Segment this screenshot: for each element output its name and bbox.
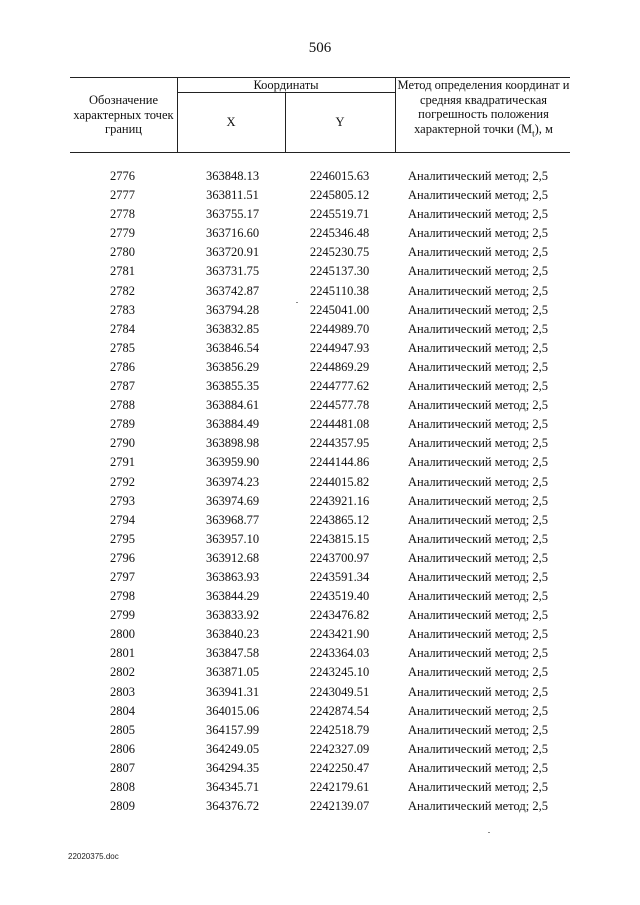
y-coordinate-cell: 2243921.16 bbox=[309, 493, 370, 508]
x-coordinate-cell: 363898.98 bbox=[205, 436, 260, 451]
table-row bbox=[70, 301, 570, 320]
point-id-cell: 2789 bbox=[110, 417, 135, 432]
table-row bbox=[70, 339, 570, 358]
table-row bbox=[70, 644, 570, 663]
y-coordinate-cell: 2243421.90 bbox=[309, 627, 370, 642]
point-id-cell: 2785 bbox=[110, 340, 135, 355]
y-coordinate-cell: 2245805.12 bbox=[309, 188, 370, 203]
y-coordinate-cell: 2243245.10 bbox=[309, 665, 370, 680]
x-coordinate-cell: 363855.35 bbox=[205, 379, 260, 394]
table-row bbox=[70, 320, 570, 339]
x-coordinate-cell: 363856.29 bbox=[205, 359, 260, 374]
header-coordinates: Координаты bbox=[253, 78, 319, 92]
x-coordinate-cell: 363912.68 bbox=[205, 550, 260, 565]
point-id-cell: 2802 bbox=[110, 665, 135, 680]
coordinates-table-body bbox=[70, 167, 570, 816]
point-id-cell: 2793 bbox=[110, 493, 135, 508]
method-cell: Аналитический метод; 2,5 bbox=[408, 569, 548, 584]
x-coordinate-cell: 364157.99 bbox=[205, 722, 260, 737]
method-cell: Аналитический метод; 2,5 bbox=[408, 684, 548, 699]
document-filename: 22020375.doc bbox=[68, 852, 119, 861]
method-cell: Аналитический метод; 2,5 bbox=[408, 760, 548, 775]
point-id-cell: 2798 bbox=[110, 589, 135, 604]
y-coordinate-cell: 2245110.38 bbox=[310, 283, 369, 298]
point-id-cell: 2804 bbox=[110, 703, 135, 718]
y-coordinate-cell: 2245230.75 bbox=[309, 245, 370, 260]
method-cell: Аналитический метод; 2,5 bbox=[408, 608, 548, 623]
x-coordinate-cell: 363794.28 bbox=[205, 302, 260, 317]
method-cell: Аналитический метод; 2,5 bbox=[408, 646, 548, 661]
y-coordinate-cell: 2243865.12 bbox=[309, 512, 370, 527]
header-method-unit: ), м bbox=[534, 121, 553, 136]
method-cell: Аналитический метод; 2,5 bbox=[408, 302, 548, 317]
y-coordinate-cell: 2242139.07 bbox=[309, 799, 370, 814]
point-id-cell: 2791 bbox=[110, 455, 135, 470]
method-cell: Аналитический метод; 2,5 bbox=[408, 359, 548, 374]
table-row bbox=[70, 721, 570, 740]
x-coordinate-cell: 363833.92 bbox=[205, 608, 260, 623]
table-row bbox=[70, 683, 570, 702]
y-coordinate-cell: 2243476.82 bbox=[309, 608, 370, 623]
header-method-text: Метод определения координат и средняя квадратическая погрешность положения характерной точки (M bbox=[397, 78, 570, 136]
x-coordinate-cell: 363840.23 bbox=[205, 627, 260, 642]
x-coordinate-cell: 363832.85 bbox=[205, 321, 260, 336]
method-cell: Аналитический метод; 2,5 bbox=[408, 589, 548, 604]
method-cell: Аналитический метод; 2,5 bbox=[408, 531, 548, 546]
method-cell: Аналитический метод; 2,5 bbox=[408, 321, 548, 336]
table-row bbox=[70, 797, 570, 816]
method-cell: Аналитический метод; 2,5 bbox=[408, 245, 548, 260]
x-coordinate-cell: 363941.31 bbox=[205, 684, 260, 699]
point-id-cell: 2809 bbox=[110, 799, 135, 814]
point-id-cell: 2776 bbox=[110, 169, 135, 183]
method-cell: Аналитический метод; 2,5 bbox=[408, 780, 548, 794]
header-method-subscript: t bbox=[532, 128, 535, 138]
method-cell: Аналитический метод; 2,5 bbox=[408, 474, 548, 489]
point-id-cell: 2807 bbox=[110, 760, 135, 775]
method-cell: Аналитический метод; 2,5 bbox=[408, 398, 548, 413]
y-coordinate-cell: 2243364.03 bbox=[309, 646, 370, 661]
header-x: X bbox=[226, 115, 236, 129]
scan-mark bbox=[488, 832, 490, 833]
table-row bbox=[70, 243, 570, 262]
point-id-cell: 2794 bbox=[110, 512, 135, 527]
y-coordinate-cell: 2243591.34 bbox=[309, 569, 370, 584]
table-row bbox=[70, 186, 570, 205]
table-row bbox=[70, 167, 570, 186]
point-id-cell: 2786 bbox=[110, 359, 135, 374]
y-coordinate-cell: 2242250.47 bbox=[309, 760, 370, 775]
x-coordinate-cell: 363846.54 bbox=[205, 340, 260, 355]
x-coordinate-cell: 363959.90 bbox=[205, 455, 260, 470]
method-cell: Аналитический метод; 2,5 bbox=[408, 169, 548, 183]
y-coordinate-cell: 2245041.00 bbox=[309, 302, 370, 317]
method-cell: Аналитический метод; 2,5 bbox=[408, 226, 548, 241]
point-id-cell: 2777 bbox=[110, 188, 135, 203]
x-coordinate-cell: 363957.10 bbox=[205, 531, 260, 546]
x-coordinate-cell: 364376.72 bbox=[205, 799, 260, 814]
header-bottom-rule bbox=[70, 152, 570, 153]
table-row bbox=[70, 358, 570, 377]
table-row bbox=[70, 778, 570, 797]
table-row bbox=[70, 377, 570, 396]
x-coordinate-cell: 363884.61 bbox=[205, 398, 260, 413]
x-coordinate-cell: 363848.13 bbox=[205, 169, 260, 183]
header-point-designation: Обозначение характерных точек границ bbox=[73, 93, 174, 136]
point-id-cell: 2787 bbox=[110, 379, 135, 394]
point-id-cell: 2801 bbox=[110, 646, 135, 661]
x-coordinate-cell: 363716.60 bbox=[205, 226, 260, 241]
y-coordinate-cell: 2242874.54 bbox=[309, 703, 370, 718]
y-coordinate-cell: 2244015.82 bbox=[309, 474, 370, 489]
header-y: Y bbox=[335, 115, 345, 129]
x-coordinate-cell: 363742.87 bbox=[205, 283, 260, 298]
x-coordinate-cell: 363968.77 bbox=[205, 512, 260, 527]
method-cell: Аналитический метод; 2,5 bbox=[408, 340, 548, 355]
y-coordinate-cell: 2244144.86 bbox=[309, 455, 370, 470]
table-row bbox=[70, 396, 570, 415]
y-coordinate-cell: 2243815.15 bbox=[309, 531, 370, 546]
table-row bbox=[70, 205, 570, 224]
method-cell: Аналитический метод; 2,5 bbox=[408, 207, 548, 222]
method-cell: Аналитический метод; 2,5 bbox=[408, 283, 548, 298]
table-row bbox=[70, 511, 570, 530]
x-coordinate-cell: 363811.51 bbox=[206, 188, 259, 203]
point-id-cell: 2792 bbox=[110, 474, 135, 489]
y-coordinate-cell: 2244777.62 bbox=[309, 379, 370, 394]
y-coordinate-cell: 2246015.63 bbox=[309, 169, 370, 183]
table-row bbox=[70, 606, 570, 625]
y-coordinate-cell: 2243700.97 bbox=[309, 550, 370, 565]
point-id-cell: 2803 bbox=[110, 684, 135, 699]
table-row bbox=[70, 740, 570, 759]
method-cell: Аналитический метод; 2,5 bbox=[408, 665, 548, 680]
page-number: 506 bbox=[308, 40, 332, 56]
method-cell: Аналитический метод; 2,5 bbox=[408, 436, 548, 451]
table-row bbox=[70, 434, 570, 453]
method-cell: Аналитический метод; 2,5 bbox=[408, 703, 548, 718]
y-coordinate-cell: 2242518.79 bbox=[309, 722, 370, 737]
point-id-cell: 2782 bbox=[110, 283, 135, 298]
method-cell: Аналитический метод; 2,5 bbox=[408, 512, 548, 527]
point-id-cell: 2797 bbox=[110, 569, 135, 584]
x-coordinate-cell: 363844.29 bbox=[205, 589, 260, 604]
x-coordinate-cell: 363884.49 bbox=[205, 417, 260, 432]
point-id-cell: 2790 bbox=[110, 436, 135, 451]
method-cell: Аналитический метод; 2,5 bbox=[408, 188, 548, 203]
x-coordinate-cell: 363847.58 bbox=[205, 646, 260, 661]
table-header bbox=[70, 77, 570, 153]
table-row bbox=[70, 473, 570, 492]
method-cell: Аналитический метод; 2,5 bbox=[408, 379, 548, 394]
x-coordinate-cell: 363731.75 bbox=[205, 264, 260, 279]
table-row bbox=[70, 282, 570, 301]
point-id-cell: 2781 bbox=[110, 264, 135, 279]
y-coordinate-cell: 2243519.40 bbox=[309, 589, 370, 604]
point-id-cell: 2780 bbox=[110, 245, 135, 260]
table-row bbox=[70, 453, 570, 472]
table-row bbox=[70, 224, 570, 243]
table-row bbox=[70, 415, 570, 434]
y-coordinate-cell: 2245346.48 bbox=[309, 226, 370, 241]
y-coordinate-cell: 2244947.93 bbox=[309, 340, 370, 355]
table-row bbox=[70, 702, 570, 721]
x-coordinate-cell: 364249.05 bbox=[205, 741, 260, 756]
point-id-cell: 2784 bbox=[110, 321, 135, 336]
point-id-cell: 2778 bbox=[110, 207, 135, 222]
method-cell: Аналитический метод; 2,5 bbox=[408, 799, 548, 814]
y-coordinate-cell: 2244481.08 bbox=[309, 417, 370, 432]
method-cell: Аналитический метод; 2,5 bbox=[408, 455, 548, 470]
y-coordinate-cell: 2245519.71 bbox=[309, 207, 370, 222]
point-id-cell: 2800 bbox=[110, 627, 135, 642]
x-coordinate-cell: 363974.69 bbox=[205, 493, 260, 508]
table-row bbox=[70, 492, 570, 511]
method-cell: Аналитический метод; 2,5 bbox=[408, 550, 548, 565]
point-id-cell: 2805 bbox=[110, 722, 135, 737]
header-method bbox=[397, 78, 570, 141]
point-id-cell: 2783 bbox=[110, 302, 135, 317]
point-id-cell: 2799 bbox=[110, 608, 135, 623]
x-coordinate-cell: 363871.05 bbox=[205, 665, 260, 680]
point-id-cell: 2795 bbox=[110, 531, 135, 546]
table-row bbox=[70, 663, 570, 682]
method-cell: Аналитический метод; 2,5 bbox=[408, 264, 548, 279]
method-cell: Аналитический метод; 2,5 bbox=[408, 417, 548, 432]
x-coordinate-cell: 363974.23 bbox=[205, 474, 260, 489]
table-row bbox=[70, 625, 570, 644]
method-cell: Аналитический метод; 2,5 bbox=[408, 722, 548, 737]
point-id-cell: 2788 bbox=[110, 398, 135, 413]
x-coordinate-cell: 363755.17 bbox=[205, 207, 260, 222]
method-cell: Аналитический метод; 2,5 bbox=[408, 627, 548, 642]
y-coordinate-cell: 2243049.51 bbox=[309, 684, 370, 699]
scan-mark bbox=[296, 302, 298, 303]
method-cell: Аналитический метод; 2,5 bbox=[408, 493, 548, 508]
x-coordinate-cell: 364015.06 bbox=[205, 703, 260, 718]
method-cell: Аналитический метод; 2,5 bbox=[408, 741, 548, 756]
table-row bbox=[70, 262, 570, 281]
y-coordinate-cell: 2245137.30 bbox=[309, 264, 370, 279]
point-id-cell: 2796 bbox=[110, 550, 135, 565]
table-row bbox=[70, 549, 570, 568]
table-row bbox=[70, 759, 570, 778]
table-row bbox=[70, 530, 570, 549]
y-coordinate-cell: 2244577.78 bbox=[309, 398, 370, 413]
y-coordinate-cell: 2244989.70 bbox=[309, 321, 370, 336]
point-id-cell: 2779 bbox=[110, 226, 135, 241]
point-id-cell: 2806 bbox=[110, 741, 135, 756]
point-id-cell: 2808 bbox=[110, 780, 135, 794]
y-coordinate-cell: 2242327.09 bbox=[309, 741, 370, 756]
header-divider-3 bbox=[395, 77, 396, 153]
x-coordinate-cell: 364294.35 bbox=[205, 760, 260, 775]
y-coordinate-cell: 2242179.61 bbox=[309, 780, 370, 794]
y-coordinate-cell: 2244357.95 bbox=[309, 436, 370, 451]
y-coordinate-cell: 2244869.29 bbox=[309, 359, 370, 374]
x-coordinate-cell: 363863.93 bbox=[205, 569, 260, 584]
x-coordinate-cell: 364345.71 bbox=[205, 780, 260, 794]
table-row bbox=[70, 568, 570, 587]
table-row bbox=[70, 587, 570, 606]
x-coordinate-cell: 363720.91 bbox=[205, 245, 260, 260]
